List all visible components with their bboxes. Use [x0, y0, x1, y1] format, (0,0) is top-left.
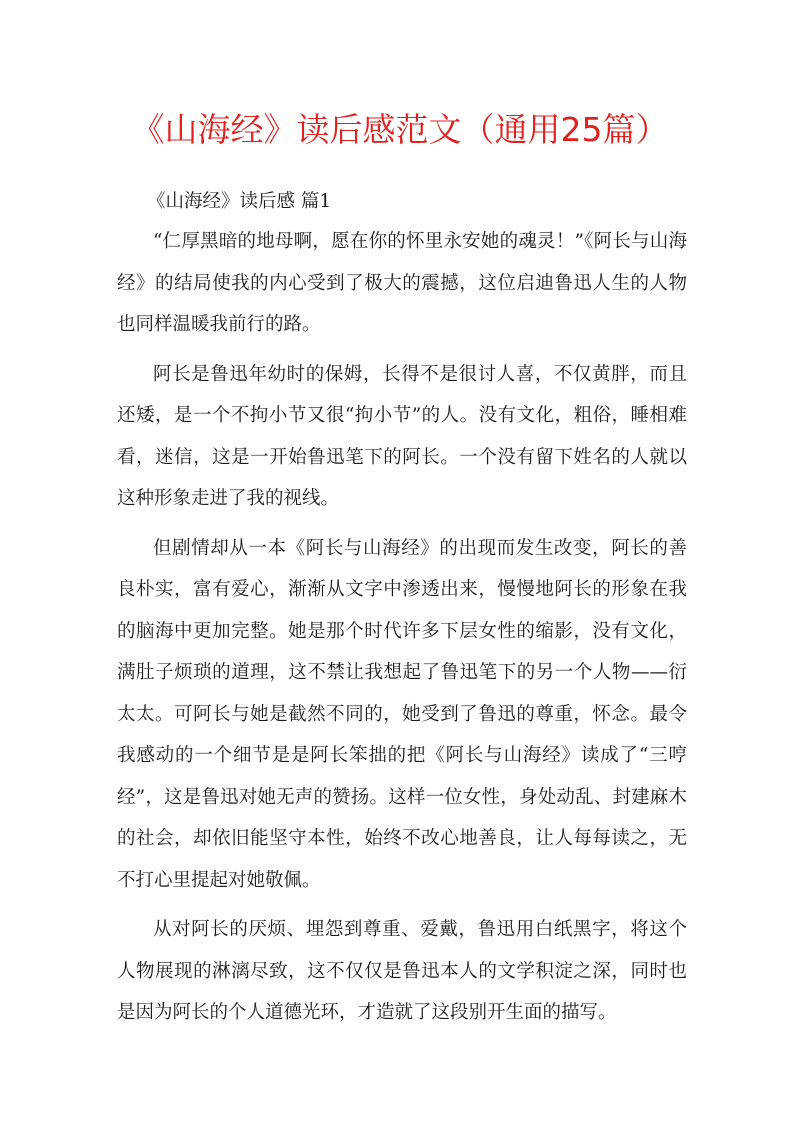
document-title: 《山海经》读后感范文（通用25篇）	[131, 110, 669, 149]
paragraph-2: 阿长是鲁迅年幼时的保姆，长得不是很讨人喜，不仅黄胖，而且还矮，是一个不拘小节又很“拘小节”的人。没有文化，粗俗，睡相难看，迷信，这是一开始鲁迅笔下的阿长。一个没有留下姓名的人就以这种形象走进了我的视线。	[117, 363, 687, 509]
document-body	[117, 183, 687, 1034]
paragraph-3: 但剧情却从一本《阿长与山海经》的出现而发生改变，阿长的善良朴实，富有爱心，渐渐从文字中渗透出来，慢慢地阿长的形象在我的脑海中更加完整。她是那个时代许多下层女性的缩影，没有文化，满肚子烦琐的道理，这不禁让我想起了鲁迅笔下的另一个人物——衍太太。可阿长与她是截然不同的，她受到了鲁迅的尊重，怀念。最令我感动的一个细节是是阿长笨拙的把《阿长与山海经》读成了“三哼经”，这是鲁迅对她无声的赞扬。这样一位女性，身处动乱、封建麻木的社会，却依旧能坚守本性，始终不改心地善良，让人每每读之，无不打心里提起对她敬佩。	[117, 537, 687, 891]
paragraph-1: “仁厚黑暗的地母啊，愿在你的怀里永安她的魂灵！”《阿长与山海经》的结局使我的内心受到了极大的震撼，这位启迪鲁迅人生的人物也同样温暖我前行的路。	[117, 231, 687, 335]
paragraph-4: 从对阿长的厌烦、埋怨到尊重、爱戴，鲁迅用白纸黑字，将这个人物展现的淋漓尽致，这不仅仅是鲁迅本人的文学积淀之深，同时也是因为阿长的个人道德光环，才造就了这段别开生面的描写。	[117, 919, 687, 1023]
section-heading: 《山海经》读后感 篇1	[147, 191, 332, 212]
